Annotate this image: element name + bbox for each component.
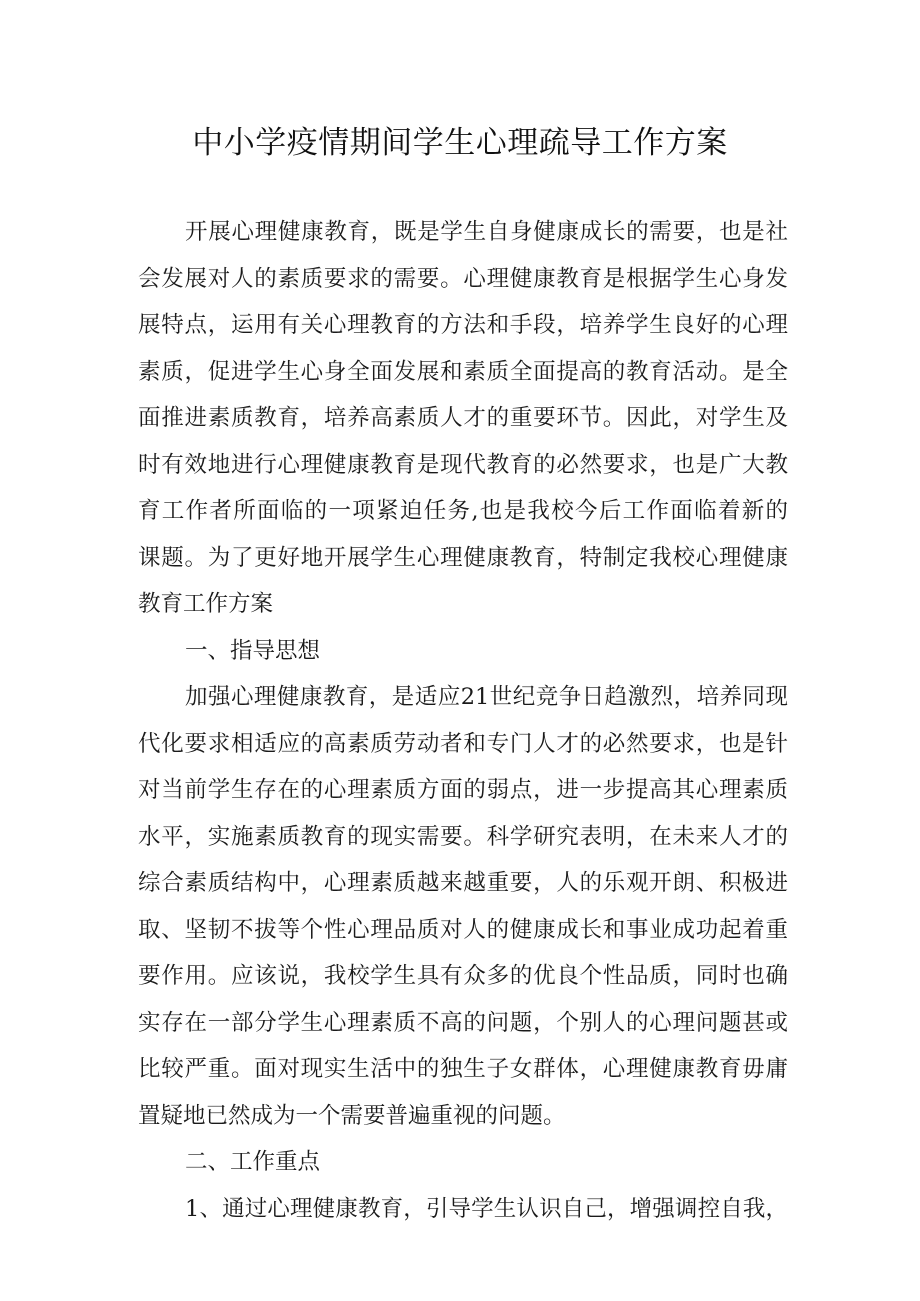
text-line: 对当前学生存在的心理素质方面的弱点，进一步提高其心理素质 xyxy=(138,777,788,803)
text-line: 取、坚韧不拔等个性心理品质对人的健康成长和事业成功起着重 xyxy=(138,916,788,943)
text-line: 开展心理健康教育，既是学生自身健康成长的需要，也是社 xyxy=(185,219,788,245)
text-line: 会发展对人的素质要求的需要。心理健康教育是根据学生心身发 xyxy=(138,265,788,292)
text-line: 加强心理健康教育，是适应21世纪竞争日趋激烈，培养同现 xyxy=(185,684,788,710)
text-line: 育工作者所面临的一项紧迫任务,也是我校今后工作面临着新的 xyxy=(138,498,788,524)
text-line: 综合素质结构中，心理素质越来越重要，人的乐观开朗、积极进 xyxy=(138,870,788,896)
document-title: 中小学疫情期间学生心理疏导工作方案 xyxy=(192,125,728,161)
text-line: 课题。为了更好地开展学生心理健康教育，特制定我校心理健康 xyxy=(138,544,788,571)
text-line: 素质，促进学生心身全面发展和素质全面提高的教育活动。是全 xyxy=(138,358,788,385)
text-line: 面推进素质教育，培养高素质人才的重要环节。因此，对学生及 xyxy=(138,405,788,431)
text-line: 实存在一部分学生心理素质不高的问题，个别人的心理问题甚或 xyxy=(138,1009,788,1036)
text-line: 二、工作重点 xyxy=(185,1149,321,1175)
text-line: 置疑地已然成为一个需要普遍重视的问题。 xyxy=(138,1102,566,1129)
text-line: 一、指导思想 xyxy=(185,637,321,664)
text-line: 展特点，运用有关心理教育的方法和手段，培养学生良好的心理 xyxy=(138,312,788,338)
text-line: 水平，实施素质教育的现实需要。科学研究表明，在未来人才的 xyxy=(138,823,788,850)
text-line: 代化要求相适应的高素质劳动者和专门人才的必然要求，也是针 xyxy=(138,730,788,757)
document-body xyxy=(138,209,788,1232)
text-line: 要作用。应该说，我校学生具有众多的优良个性品质，同时也确 xyxy=(138,963,788,989)
text-line: 1、通过心理健康教育，引导学生认识自己，增强调控自我， xyxy=(185,1195,788,1222)
text-line: 教育工作方案 xyxy=(138,591,274,617)
text-line: 时有效地进行心理健康教育是现代教育的必然要求，也是广大教 xyxy=(138,451,788,478)
text-line: 比较严重。面对现实生活中的独生子女群体，心理健康教育毋庸 xyxy=(138,1056,788,1082)
